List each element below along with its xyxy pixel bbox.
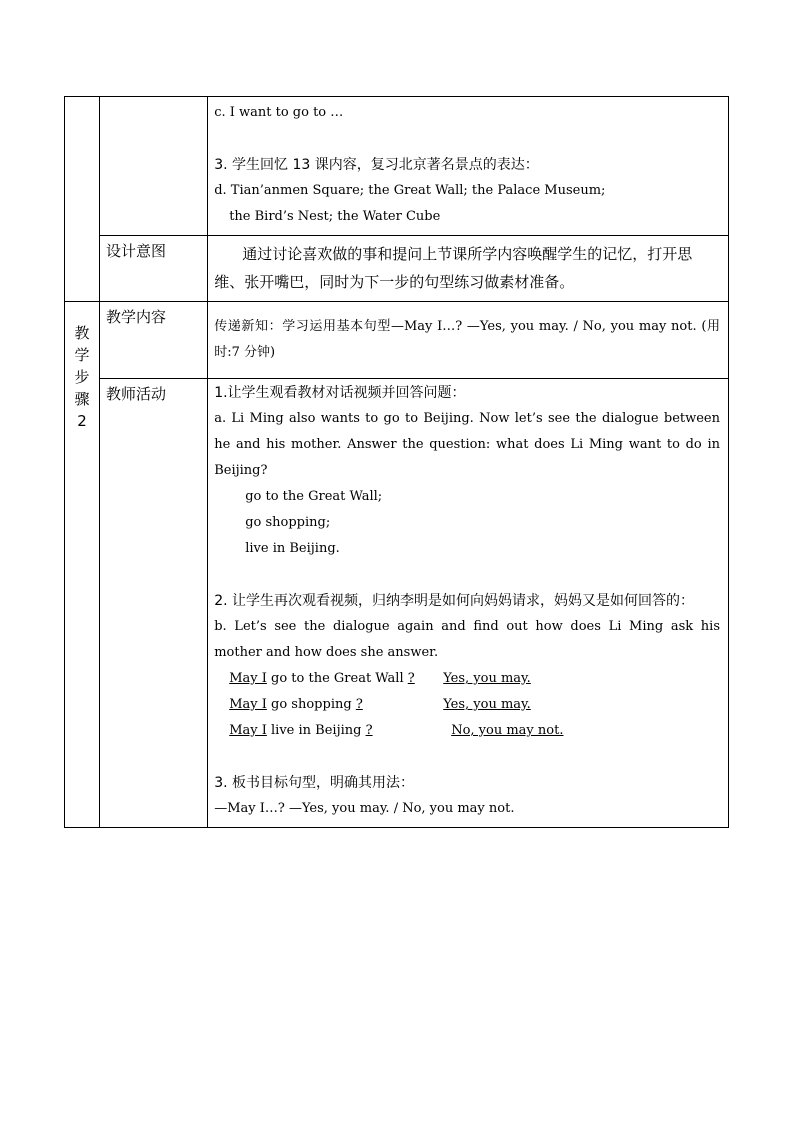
dialog-answer: No, you may not. — [451, 723, 564, 738]
teaching-content-label: 教学内容 — [106, 308, 167, 326]
dialog-question-middle: go to the Great Wall — [266, 671, 408, 686]
dialog-question-start: May I — [229, 671, 267, 686]
dialog-question-middle: go shopping — [266, 697, 356, 712]
design-intent-label-cell — [100, 236, 208, 302]
design-intent-text: 通过讨论喜欢做的事和提问上节课所学内容唤醒学生的记忆，打开思维、张开嘴巴，同时为下一步的句型练习做素材准备。 — [214, 245, 693, 291]
dialog-answer: Yes, you may. — [443, 697, 531, 712]
dialog-question-middle: live in Beijing — [266, 723, 366, 738]
lesson-plan-table — [64, 96, 729, 828]
section-cell-step-2 — [65, 302, 100, 828]
review-row — [65, 97, 729, 236]
dialog-answer: Yes, you may. — [443, 671, 531, 686]
empty-label-cell — [100, 97, 208, 236]
teaching-content-label-cell — [100, 302, 208, 379]
dialog-question-end: ? — [407, 671, 415, 686]
review-content-cell — [208, 97, 729, 236]
dialog-question-start: May I — [229, 723, 267, 738]
dialog-line — [214, 692, 720, 718]
option-item: go to the Great Wall; — [245, 489, 383, 504]
activity-item-2b: b. Let’s see the dialogue again and find out how does Li Ming ask his mother and how does she answer. — [214, 619, 720, 660]
review-item-3: 3. 学生回忆 13 课内容，复习北京著名景点的表达： — [214, 157, 539, 173]
teaching-content-row — [65, 302, 729, 379]
landmarks-line-1: d. Tian’anmen Square; the Great Wall; the Palace Museum; — [214, 183, 606, 198]
dialog-question-end: ? — [355, 697, 363, 712]
section-char: 2 — [77, 412, 87, 430]
section-char: 骤 — [74, 390, 90, 408]
option-item: live in Beijing. — [245, 541, 340, 556]
activity-item-2: 2. 让学生再次观看视频，归纳李明是如何向妈妈请求，妈妈又是如何回答的： — [214, 593, 695, 609]
landmarks-line-2: the Bird’s Nest; the Water Cube — [229, 209, 441, 224]
design-intent-content-cell — [208, 236, 729, 302]
section-char: 教 — [74, 324, 90, 342]
section-char: 步 — [74, 368, 90, 386]
section-char: 学 — [74, 346, 90, 364]
activity-item-3: 3. 板书目标句型，明确其用法： — [214, 775, 415, 791]
design-intent-label: 设计意图 — [106, 242, 167, 260]
teacher-activity-row — [65, 379, 729, 828]
activity-item-1: 1.让学生观看教材对话视频并回答问题： — [214, 385, 466, 401]
teacher-activity-label: 教师活动 — [106, 385, 167, 403]
dialog-line — [214, 666, 720, 692]
activity-item-1a: a. Li Ming also wants to go to Beijing. Now let’s see the dialogue between he and his mother. Answer the question: what does Li Ming want to do in Beijing? — [214, 411, 720, 478]
dialog-question-start: May I — [229, 697, 267, 712]
option-item: go shopping; — [245, 515, 331, 530]
teacher-activity-cell — [208, 379, 729, 828]
teaching-content-cell — [208, 302, 729, 379]
design-intent-row — [65, 236, 729, 302]
teacher-activity-label-cell — [100, 379, 208, 828]
teaching-content-text: 传递新知：学习运用基本句型—May I…? —Yes, you may. / No, you may not. (用时:7 分钟) — [214, 319, 720, 360]
target-sentence: —May I…? —Yes, you may. / No, you may not. — [214, 801, 515, 816]
line-c: c. I want to go to … — [214, 105, 344, 120]
section-title-step-2 — [65, 302, 99, 432]
dialog-line — [214, 718, 720, 744]
dialog-question-end: ? — [365, 723, 373, 738]
section-cell-previous — [65, 97, 100, 302]
